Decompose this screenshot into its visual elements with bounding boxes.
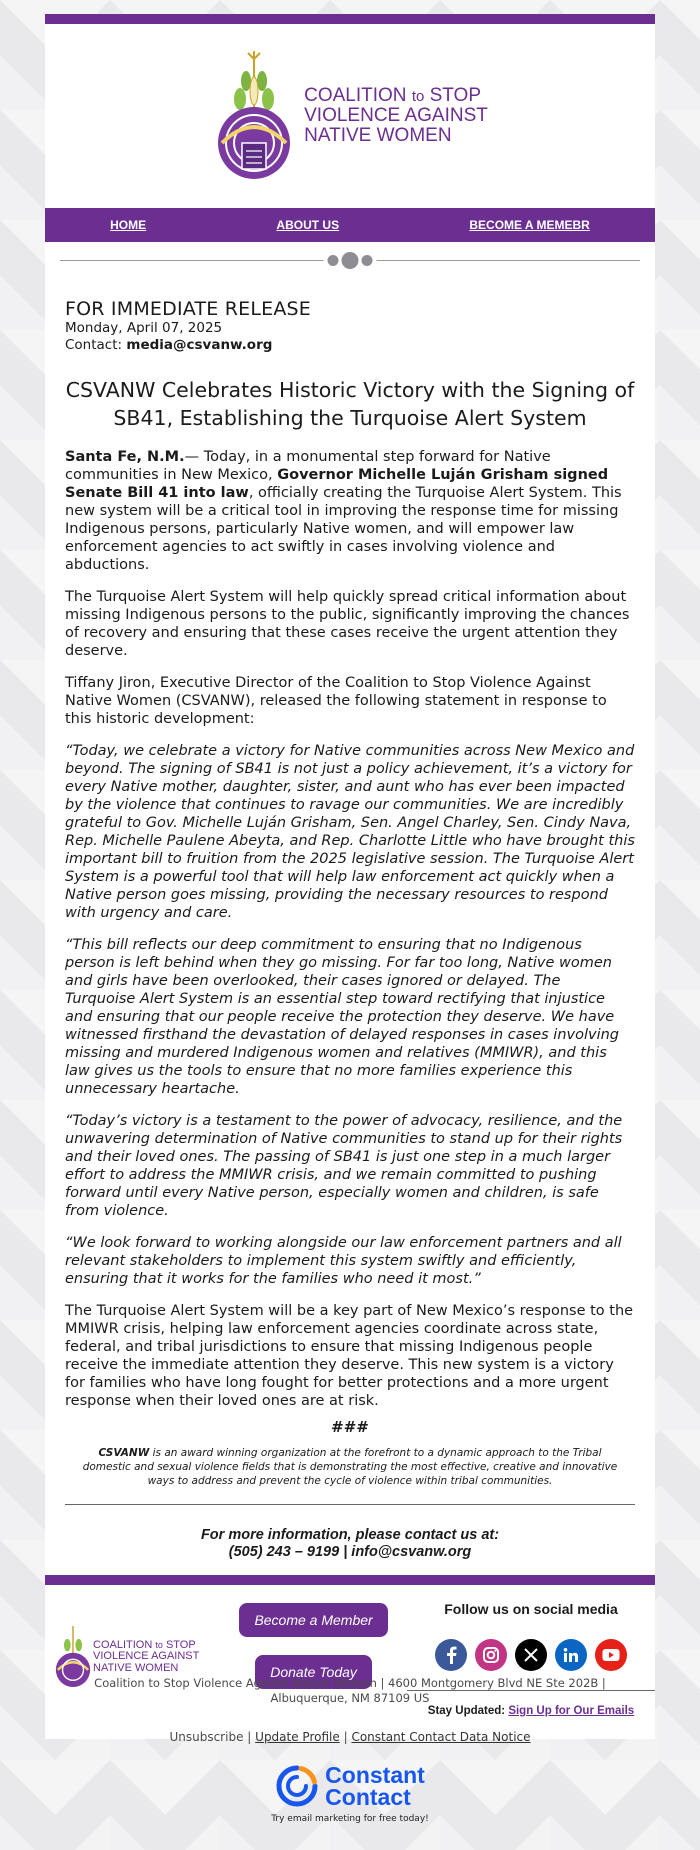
quote-1: “Today, we celebrate a victory for Native communities across New Mexico and beyond. The signing of SB41 is not just a policy achievement, it’s a victory for every Native mother, daughter, sister, and aunt who has ever been impacted by the violence that continues to ravage our communities. We are incredibly grateful to Gov. Michelle Luján Grisham, Sen. Angel Charley, Sen. Cindy Nava, Rep. Michelle Paulene Abeyta, and Rep. Charlotte Little who have brought this important bill to fruition from the 2025 legislative session. The Turquoise Alert System is a powerful tool that will help law enforcement act quickly when a Native person goes missing, providing the necessary resources to respond with urgency and care. — [65, 743, 635, 921]
email-footer — [0, 1676, 700, 1824]
content-divider — [65, 1504, 635, 1505]
constant-contact-icon — [275, 1764, 319, 1808]
instagram-icon[interactable] — [475, 1639, 507, 1671]
about-blurb: CSVANW is an award winning organization at the forefront to a dynamic approach to the Tribal domestic and sexual violence fields that is demonstrating the most effective, creative and innovative ways to address and prevent the cycle of violence within tribal communities. — [82, 1447, 618, 1487]
divider-dot-icon — [362, 255, 373, 266]
paragraph-4: The Turquoise Alert System will be a key part of New Mexico’s response to the MMIWR crisis, helping law enforcement agencies coordinate across state, federal, and tribal jurisdictions to ensure that missing Indigenous people receive the immediate attention they deserve. This new system is a victory for families who have long fought for better protections and a more urgent response when their loved ones are at risk. — [65, 1303, 634, 1409]
media-email-link[interactable]: media@csvanw.org — [126, 337, 273, 353]
nav-bar — [45, 208, 655, 242]
contact-phone-email[interactable]: (505) 243 – 9199 | info@csvanw.org — [228, 1544, 472, 1560]
update-profile-link[interactable]: Update Profile — [255, 1730, 340, 1744]
constant-contact-wordmark: Constant Contact — [325, 1762, 425, 1810]
quote-4: “We look forward to working alongside our law enforcement partners and all relevant stakeholders to implement this system swiftly and efficiently, ensuring that it works for the families who need it most.” — [65, 1235, 622, 1287]
divider-dot-icon — [328, 255, 339, 266]
become-member-button[interactable]: Become a Member — [239, 1603, 387, 1637]
quote-3: “Today’s victory is a testament to the power of advocacy, resilience, and the unwavering determination of Native communities to stand up for their rights and their loved ones. The passing of SB41 is just one step in a much larger effort to address the MMIWR crisis, and we remain committed to pushing forward until every Native person, especially women and children, is safe from violence. — [65, 1113, 623, 1219]
footer-logo-line-3: NATIVE WOMEN — [93, 1661, 179, 1674]
youtube-icon[interactable] — [595, 1639, 627, 1671]
logo-line-2: VIOLENCE AGAINST — [304, 105, 488, 127]
end-marker: ### — [331, 1418, 369, 1436]
header-logo — [45, 24, 655, 208]
page-title: CSVANW Celebrates Historic Victory with the Signing of SB41, Establishing the Turquoise Alert System — [65, 378, 635, 430]
nav-home[interactable]: HOME — [110, 218, 147, 232]
ornament-divider — [45, 242, 655, 278]
follow-heading: Follow us on social media — [444, 1601, 618, 1617]
data-notice-link[interactable]: Constant Contact Data Notice — [351, 1730, 531, 1744]
contact-info: For more information, please contact us at: (505) 243 – 9199 | info@csvanw.org — [65, 1527, 635, 1575]
facebook-icon[interactable] — [435, 1639, 467, 1671]
footer-logo-line-1: COALITION to STOP — [93, 1638, 196, 1651]
csvanw-logo[interactable] — [212, 51, 488, 181]
footer-logo-line-2: VIOLENCE AGAINST — [93, 1650, 200, 1663]
quote-2: “This bill reflects our deep commitment to ensuring that no Indigenous person is left behind when they go missing. For far too long, Native women and girls have been overlooked, their cases ignored or delayed. The Turquoise Alert System is an essential step toward rectifying that injustice and ensuring that our people receive the protection they deserve. We have witnessed firsthand the devastation of delayed responses in cases involving missing and murdered Indigenous women and relatives (MMIWR), and this law gives us the tools to ensure that no more families experience this unnecessary heartache. — [65, 937, 619, 1097]
signup-link[interactable]: Sign Up for Our Emails — [508, 1705, 635, 1717]
constant-contact-logo[interactable] — [0, 1764, 700, 1808]
unsubscribe-link[interactable]: Unsubscribe — [169, 1730, 244, 1744]
footer-links: Unsubscribe | Update Profile | Constant Contact Data Notice — [169, 1730, 531, 1744]
stay-updated: Stay Updated: Sign Up for Our Emails — [427, 1705, 635, 1717]
divider-dot-icon — [342, 252, 359, 269]
nav-about-us[interactable]: ABOUT US — [276, 218, 340, 232]
press-release-content — [45, 278, 655, 1575]
donate-button[interactable]: Donate Today — [255, 1655, 372, 1689]
paragraph-2: The Turquoise Alert System will help quickly spread critical information about missing Indigenous persons to the public, significantly improving the chances of recovery and ensuring that these cases receive the urgent attention they deserve. — [65, 589, 630, 659]
postal-address: Coalition to Stop Violence Against Native Women | 4600 Montgomery Blvd NE Ste 202B | Albuquerque, NM 87109 US — [94, 1676, 606, 1705]
cc-tagline[interactable]: Try email marketing for free today! — [271, 1814, 429, 1824]
csvanw-emblem-icon — [212, 51, 296, 181]
email-body — [45, 14, 655, 1739]
footer-accent-bar — [45, 1575, 655, 1585]
nav-become-member[interactable]: BECOME A MEMEBR — [469, 218, 590, 232]
linkedin-icon[interactable] — [555, 1639, 587, 1671]
top-accent-bar — [45, 14, 655, 24]
logo-line-3: NATIVE WOMEN — [304, 124, 452, 146]
paragraph-1: Santa Fe, N.M.— Today, in a monumental step forward for Native communities in New Mexico, Governor Michelle Luján Grisham signed Senate Bill 41 into law, officially creating the Turquoise Alert System. This new system will be a critical tool in improving the response time for missing Indigenous persons, particularly Native women, and will empower law enforcement agencies to act swiftly in cases involving violence and abductions. — [65, 449, 622, 573]
logo-line-1: COALITION to STOP — [304, 85, 481, 107]
social-icons — [435, 1639, 627, 1671]
x-icon[interactable] — [515, 1639, 547, 1671]
release-label: FOR IMMEDIATE RELEASE — [65, 298, 311, 320]
release-date: Monday, April 07, 2025 — [65, 320, 223, 336]
release-contact: Contact: media@csvanw.org — [65, 337, 273, 353]
paragraph-3: Tiffany Jiron, Executive Director of the Coalition to Stop Violence Against Native Women (CSVANW), released the following statement in response to this historic development: — [65, 675, 607, 727]
